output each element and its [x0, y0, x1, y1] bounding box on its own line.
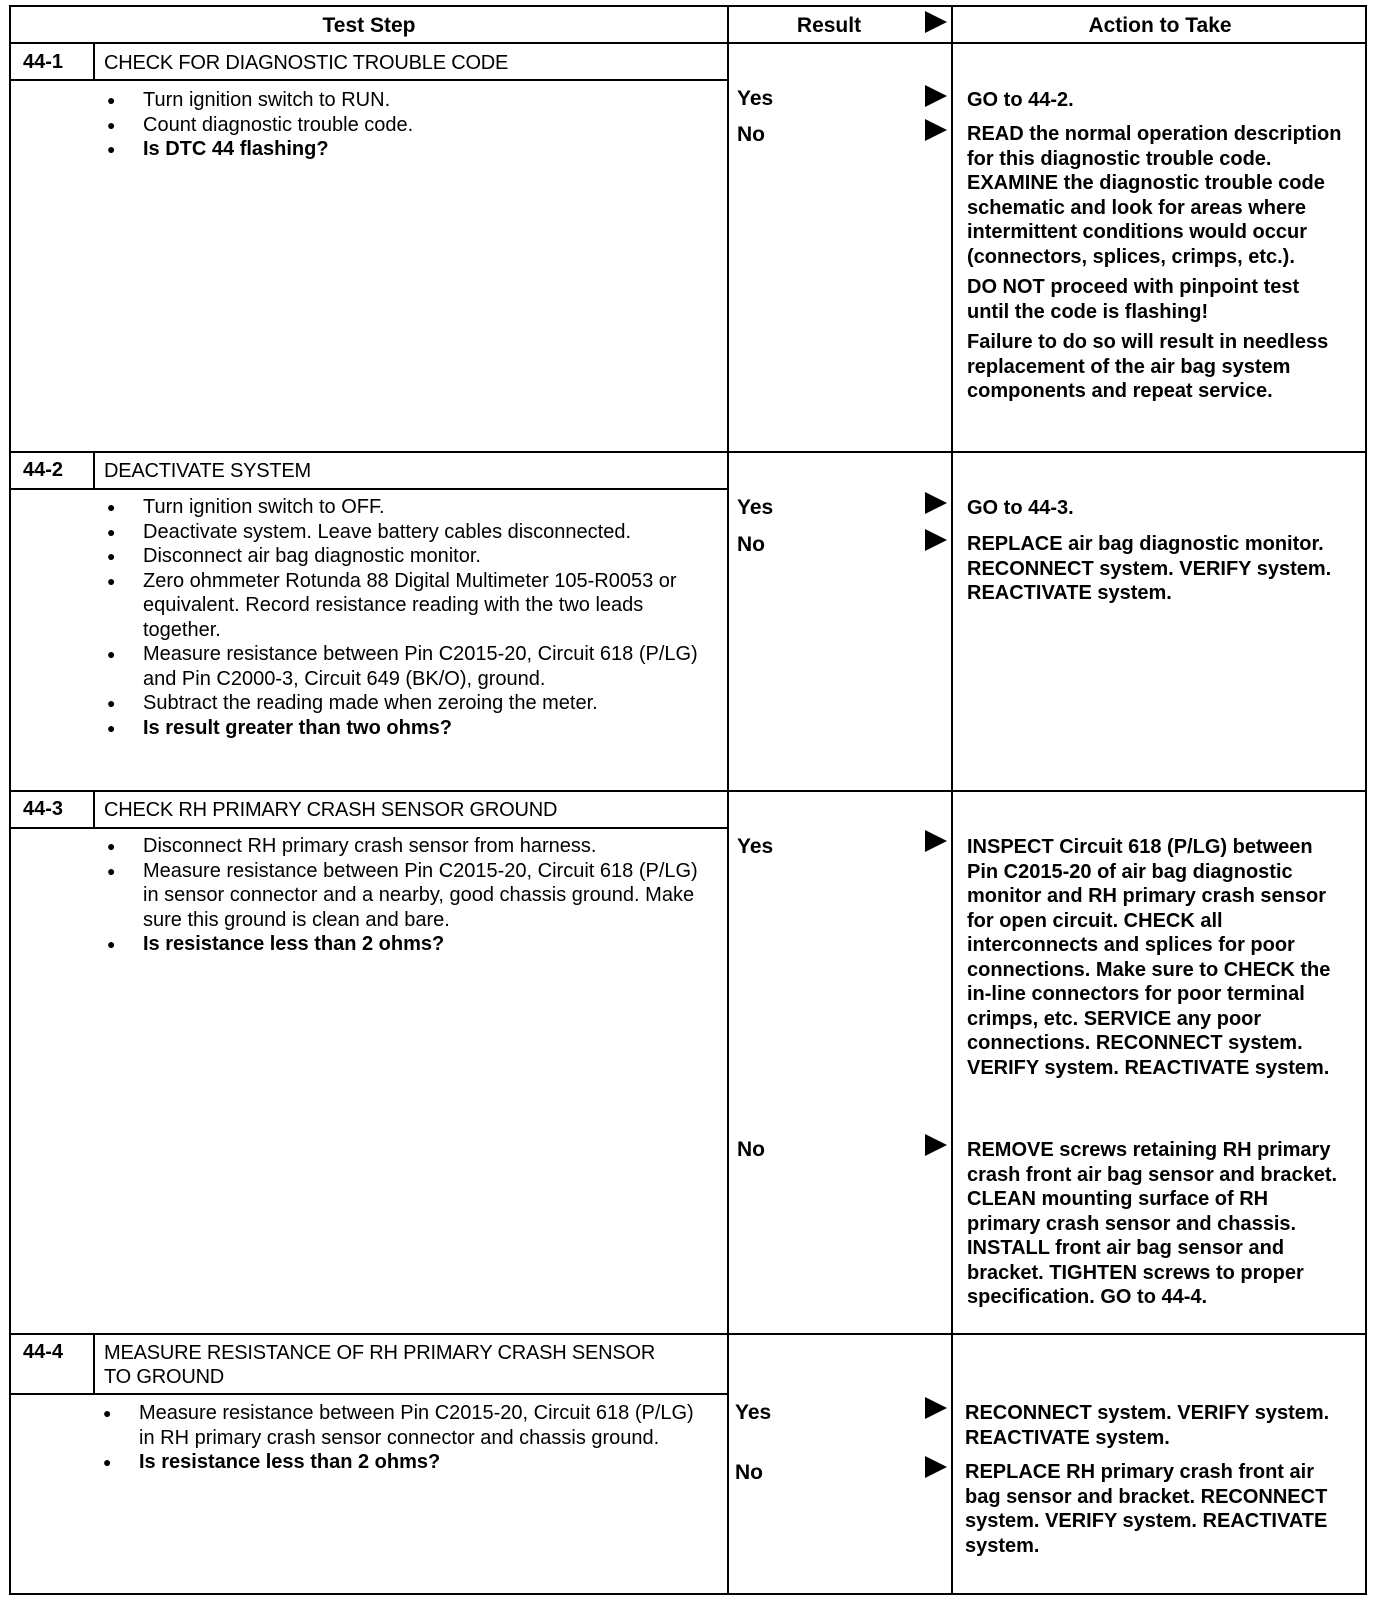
step-question: ● Is result greater than two ohms? [107, 716, 707, 741]
action-text: REPLACE RH primary crash front air bag sensor and bracket. RECONNECT system. VERIFY system. REACTIVATE system. [965, 1461, 1328, 1557]
result-yes: Yes [737, 835, 774, 858]
instruction-item: ● Measure resistance between Pin C2015-20, Circuit 618 (P/LG) in RH primary crash sensor connector and chassis ground. [103, 1401, 713, 1450]
step-instructions [107, 88, 707, 162]
step-divider [11, 1333, 1367, 1335]
step-instructions [107, 834, 707, 957]
step-reference: 44-2 [1028, 89, 1069, 111]
result-arrow-icon [925, 830, 947, 852]
step-number: 44-4 [23, 1341, 64, 1363]
result-arrow-icon [925, 492, 947, 514]
result-no: No [735, 1461, 763, 1484]
step-title-divider [11, 79, 727, 81]
action-no: REMOVE screws retaining RH primary crash front air bag sensor and bracket. CLEAN mounting surface of RH primary crash sensor and chassis. INSTALL front air bag sensor and bracket. TIGHTEN screws to proper specification. GO to 44-4. [967, 1139, 1338, 1308]
step-title: CHECK FOR DIAGNOSTIC TROUBLE CODE [104, 52, 509, 74]
action-text: GO to [967, 497, 1023, 519]
step-title: MEASURE RESISTANCE OF RH PRIMARY CRASH SENSOR TO GROUND [104, 1342, 656, 1388]
step-number: 44-3 [23, 798, 64, 820]
action-text: DO NOT proceed with pinpoint test until the code is flashing! [967, 276, 1300, 323]
step-divider [11, 451, 1367, 453]
action-text: GO to [967, 89, 1023, 111]
instruction-item: ● Zero ohmmeter Rotunda 88 Digital Multimeter 105-R0053 or equivalent. Record resistance reading with the two leads together. [107, 569, 707, 643]
instruction-item: ● Turn ignition switch to OFF. [107, 495, 707, 520]
action-no [967, 532, 1343, 612]
step-instructions [107, 495, 707, 740]
step-reference: 44-4 [1161, 1286, 1202, 1308]
step-title-divider [11, 827, 727, 829]
result-no: No [737, 1138, 765, 1161]
instruction-item: ● Count diagnostic trouble code. [107, 113, 707, 138]
instruction-item: ● Deactivate system. Leave battery cables disconnected. [107, 520, 707, 545]
header-result: Result [796, 13, 862, 37]
col-divider-result-action [951, 7, 953, 1595]
action-text: RECONNECT system. VERIFY system. REACTIVATE system. [965, 1402, 1330, 1449]
result-arrow-icon [925, 119, 947, 141]
action-text: REPLACE air bag diagnostic monitor. RECONNECT system. VERIFY system. REACTIVATE system. [967, 533, 1332, 604]
step-number: 44-2 [23, 459, 64, 481]
step-title-divider [11, 1393, 727, 1395]
step-title: DEACTIVATE SYSTEM [104, 460, 312, 482]
action-no [965, 1460, 1341, 1564]
instruction-item: ● Measure resistance between Pin C2015-20, Circuit 618 (P/LG) and Pin C2000-3, Circuit 649 (BK/O), ground. [107, 642, 707, 691]
step-number-divider [93, 42, 95, 79]
instruction-item: ● Disconnect RH primary crash sensor from harness. [107, 834, 707, 859]
action-no [967, 122, 1343, 410]
action-text: Failure to do so will result in needless replacement of the air bag system components and repeat service. [967, 331, 1329, 402]
instruction-item: ● Disconnect air bag diagnostic monitor. [107, 544, 707, 569]
header-action: Action to Take [1088, 13, 1232, 37]
step-question: ● Is resistance less than 2 ohms? [103, 1450, 713, 1475]
result-no: No [737, 533, 765, 556]
action-yes: GO to 44-2. [967, 89, 1074, 111]
result-arrow-icon [925, 85, 947, 107]
step-instructions [103, 1401, 713, 1475]
header-arrow-icon [925, 11, 947, 33]
step-number-divider [93, 451, 95, 488]
result-no: No [737, 123, 765, 146]
result-arrow-icon [925, 1134, 947, 1156]
diagnostic-table [9, 5, 1367, 1595]
header-divider [11, 42, 1367, 44]
col-divider-step-result [727, 7, 729, 1595]
step-divider [11, 790, 1367, 792]
result-arrow-icon [925, 1456, 947, 1478]
instruction-item: ● Subtract the reading made when zeroing the meter. [107, 691, 707, 716]
result-arrow-icon [925, 1397, 947, 1419]
step-title: CHECK RH PRIMARY CRASH SENSOR GROUND [104, 799, 558, 821]
step-question: ● Is resistance less than 2 ohms? [107, 932, 707, 957]
step-question: ● Is DTC 44 flashing? [107, 137, 707, 162]
step-number-divider [93, 1333, 95, 1395]
step-title-divider [11, 488, 727, 490]
header-test-step: Test Step [322, 13, 416, 37]
action-yes [967, 835, 1343, 1086]
result-arrow-icon [925, 529, 947, 551]
result-yes: Yes [737, 87, 774, 110]
instruction-item: ● Turn ignition switch to RUN. [107, 88, 707, 113]
action-text: REMOVE screws retaining RH primary crash front air bag sensor and bracket. CLEAN mounting surface of RH primary crash sensor and chassis. INSTALL front air bag sensor and bracket. TIGHTEN screws to proper specification. GO to [967, 1139, 1338, 1308]
result-yes: Yes [735, 1401, 772, 1424]
instruction-item: ● Measure resistance between Pin C2015-20, Circuit 618 (P/LG) in sensor connector and a nearby, good chassis ground. Make sure this ground is clean and bare. [107, 859, 707, 933]
action-yes: GO to 44-3. [967, 497, 1074, 519]
step-reference: 44-3 [1028, 497, 1069, 519]
step-number: 44-1 [23, 51, 64, 73]
action-yes [965, 1401, 1341, 1456]
step-number-divider [93, 790, 95, 827]
action-text: INSPECT Circuit 618 (P/LG) between Pin C2015-20 of air bag diagnostic monitor and RH primary crash sensor for open circuit. CHECK all interconnects and splices for poor connections. Make sure to CHECK the in-line connectors for poor terminal crimps, etc. SERVICE any poor connections. RECONNECT system. VERIFY system. REACTIVATE system. [967, 836, 1331, 1079]
action-text: READ the normal operation description for this diagnostic trouble code. EXAMINE the diagnostic trouble code schematic and look for areas where intermittent conditions would occur (connectors, splices, crimps, etc.). [967, 123, 1342, 268]
result-yes: Yes [737, 496, 774, 519]
